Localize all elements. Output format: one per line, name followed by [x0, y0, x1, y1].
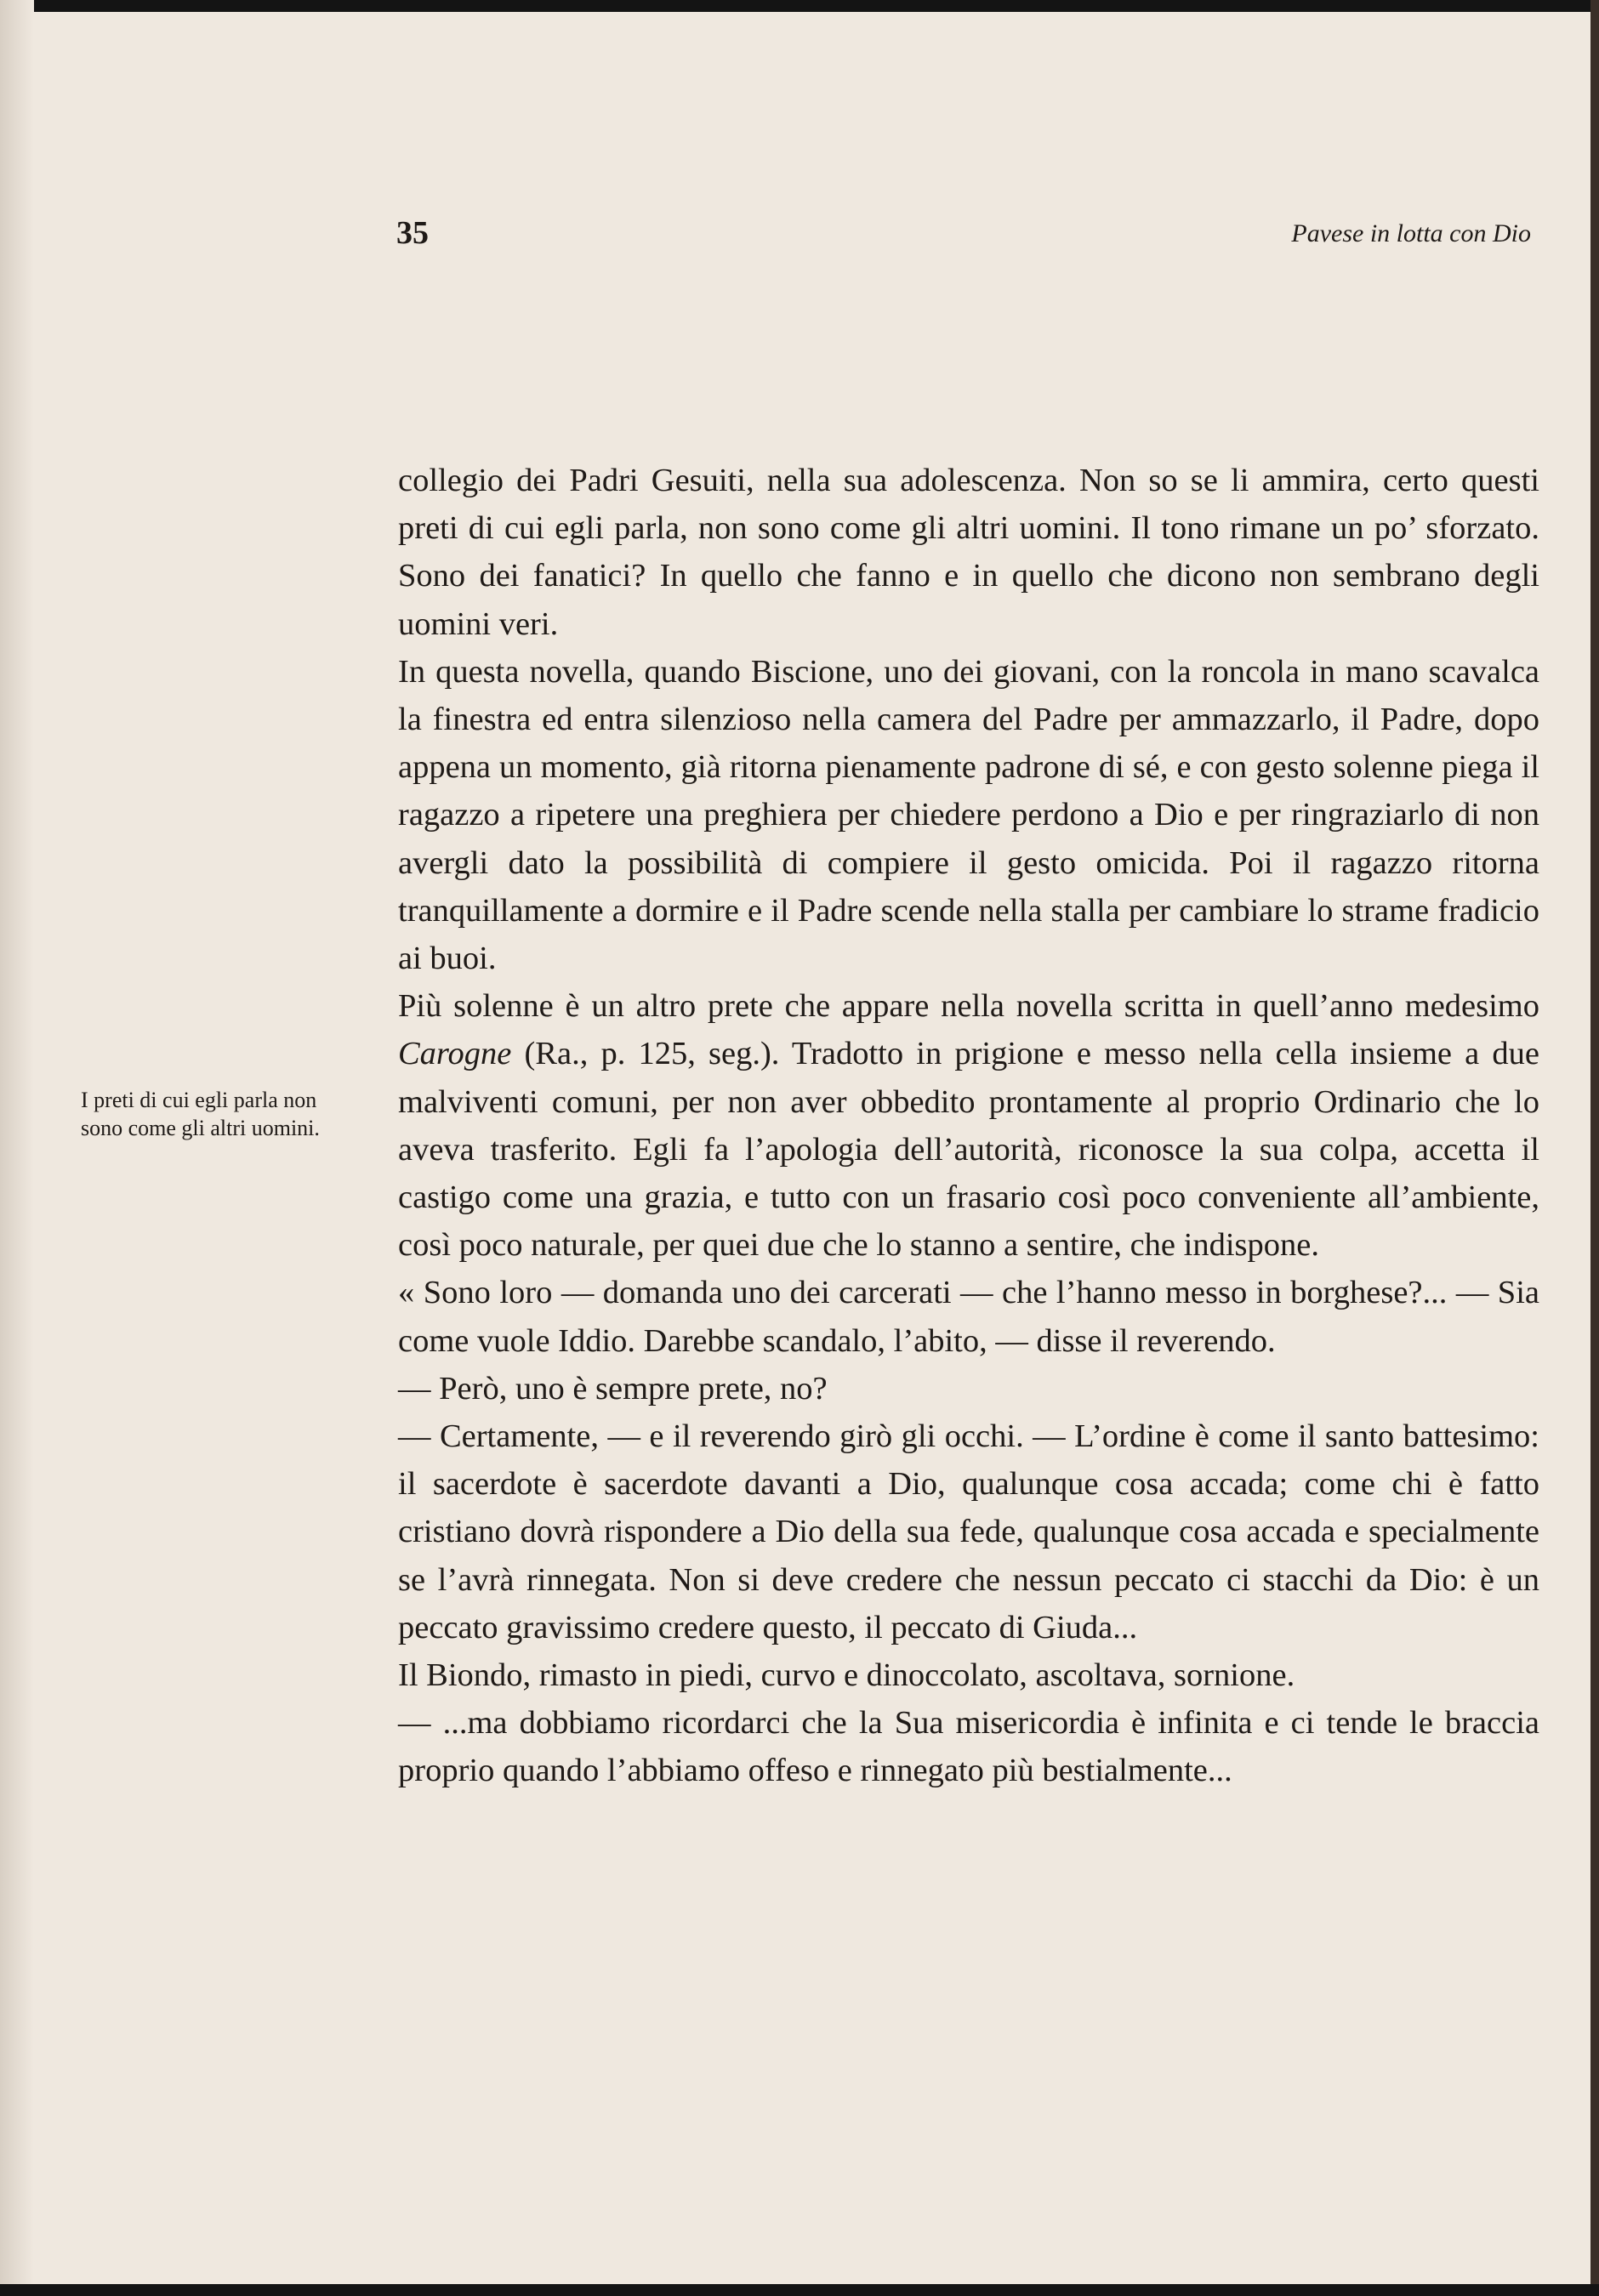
margin-note: I preti di cui egli parla non sono come gli altri uomini.: [81, 1088, 320, 1140]
paragraph-3: [398, 982, 1539, 1269]
running-title: Pavese in lotta con Dio: [1291, 219, 1531, 247]
paragraph-3-lead: Più solenne è un altro prete che appare nella novella scritta in quell’anno medesimo: [398, 988, 1539, 1025]
paragraph-6: — Certamente, — e il reverendo girò gli occhi. — L’ordine è come il santo battesimo: il sacerdote è sacerdote davanti a Dio, qualunque cosa accada; come chi è fatto cristiano dovrà rispondere a Dio della sua fede, qualunque cosa accada e specialmente se l’avrà rinnegata. Non si deve credere che nessun peccato ci stacchi da Dio: è un peccato gravissimo credere questo, il peccato di Giuda...: [398, 1418, 1539, 1645]
page-number: 35: [396, 215, 429, 251]
paragraph-7: Il Biondo, rimasto in piedi, curvo e dinoccolato, ascoltava, sornione.: [398, 1657, 1295, 1694]
body-text: [398, 457, 1539, 1795]
page-right-edge: [1590, 0, 1599, 2296]
paragraph-4: « Sono loro — domanda uno dei carcerati — che l’hanno messo in borghese?... — Sia come vuole Iddio. Darebbe scandalo, l’abito, — disse il reverendo.: [398, 1275, 1539, 1359]
paragraph-2: In questa novella, quando Biscione, uno dei giovani, con la roncola in mano scavalca la finestra ed entra silenzioso nella camera del Padre per ammazzarlo, il Padre, dopo appena un momento, già ritorna pienamente padrone di sé, e con gesto solenne piega il ragazzo a ripetere una preghiera per chiedere perdono a Dio e per ringraziarlo di non avergli dato la possibilità di compiere il gesto omicida. Poi il ragazzo ritorna tranquillamente a dormire e il Padre scende nella stalla per cambiare lo strame fradicio ai buoi.: [398, 653, 1539, 977]
page-bottom-edge: [0, 2284, 1599, 2296]
paragraph-8: — ...ma dobbiamo ricordarci che la Sua misericordia è infinita e ci tende le braccia proprio quando l’abbiamo offeso e rinnegato più bestialmente...: [398, 1705, 1539, 1789]
page-top-edge: [0, 0, 1599, 12]
novel-title: Carogne: [398, 1036, 512, 1072]
paragraph-3-rest: (Ra., p. 125, seg.). Tradotto in prigione e messo nella cella insieme a due malviventi comuni, per non aver obbedito prontamente al proprio Ordinario che lo aveva trasferito. Egli fa l’apologia dell’autorità, riconosce la sua colpa, accetta il castigo come una grazia, e tutto con un frasario così poco conveniente all’ambiente, così poco naturale, per quei due che lo stanno a sentire, che indispone.: [398, 1036, 1539, 1264]
page-gutter-shadow: [0, 0, 34, 2296]
paragraph-5: — Però, uno è sempre prete, no?: [398, 1370, 828, 1407]
paragraph-1: collegio dei Padri Gesuiti, nella sua adolescenza. Non so se li ammira, certo questi preti di cui egli parla, non sono come gli altri uomini. Il tono rimane un po’ sforzato. Sono dei fanatici? In quello che fanno e in quello che dicono non sembrano degli uomini veri.: [398, 463, 1539, 642]
